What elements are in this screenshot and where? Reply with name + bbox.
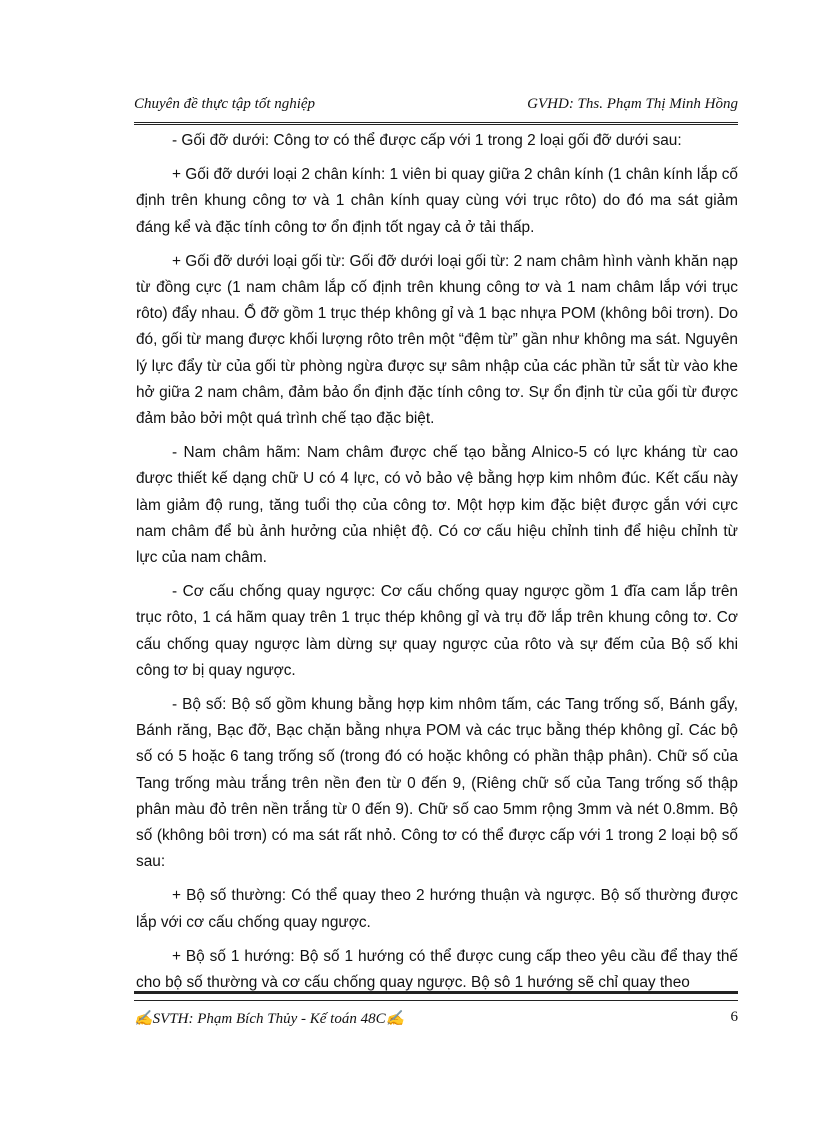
page-number: 6	[730, 1009, 738, 1025]
paragraph: - Gối đỡ dưới: Công tơ có thể được cấp với 1 trong 2 loại gối đỡ dưới sau:	[172, 132, 682, 149]
page-footer	[134, 1009, 738, 1031]
body-text	[136, 128, 738, 1004]
footer-rule	[134, 991, 738, 1001]
page-header	[134, 96, 738, 118]
paragraph: + Gối đỡ dưới loại 2 chân kính: 1 viên bi quay giữa 2 chân kính (1 chân kính lắp cố định trên khung công tơ và 1 chân kính quay cùng với trục rôto) do đó ma sát giảm đáng kể và đặc tính công tơ ổn định tốt ngay cả ở tải thấp.	[136, 166, 738, 236]
footer-student: ✍SVTH: Phạm Bích Thủy - Kế toán 48C✍	[134, 1011, 405, 1027]
header-rule	[134, 122, 738, 125]
paragraph: - Bộ số: Bộ số gồm khung bằng hợp kim nhôm tấm, các Tang trống số, Bánh gẩy, Bánh răng, Bạc đỡ, Bạc chặn bằng nhựa POM và các trục bằng thép không gỉ. Các bộ số có 5 hoặc 6 tang trống số (trong đó có hoặc không có phần thập phân). Chữ số của Tang trống màu trắng trên nền đen từ 0 đến 9, (Riêng chữ số của Tang trống số thập phân màu đỏ trên nền trắng từ 0 đến 9). Chữ số cao 5mm rộng 3mm và nét 0.8mm. Bộ số (không bôi trơn) có ma sát rất nhỏ. Công tơ có thể được cấp với 1 trong 2 loại bộ số sau:	[136, 696, 738, 871]
paragraph: + Bộ số thường: Có thể quay theo 2 hướng thuận và ngược. Bộ số thường được lắp với cơ cấu chống quay ngược.	[136, 887, 738, 931]
paragraph: - Cơ cấu chống quay ngược: Cơ cấu chống quay ngược gồm 1 đĩa cam lắp trên trục rôto, 1 cá hãm quay trên 1 trục thép không gỉ và trụ đỡ lắp trên khung công tơ. Cơ cấu chống quay ngược làm dừng sự quay ngược của rôto và sự đếm của Bộ số khi công tơ bị quay ngược.	[136, 583, 738, 679]
paragraph: + Bộ số 1 hướng: Bộ số 1 hướng có thể được cung cấp theo yêu cầu để thay thế cho bộ số thường và cơ cấu chống quay ngược. Bộ sô 1 hướng sẽ chỉ quay theo	[136, 947, 738, 992]
paragraph: + Gối đỡ dưới loại gối từ: Gối đỡ dưới loại gối từ: 2 nam châm hình vành khăn nạp từ đồng cực (1 nam châm lắp cố định trên khung công tơ và 1 nam châm lắp với trục rôto) đẩy nhau. Ổ đỡ gồm 1 trục thép không gỉ và 1 bạc nhựa POM (không bôi trơn). Do đó, gối từ mang được khối lượng rôto trên một “đệm từ” gần như không ma sát. Nguyên lý lực đẩy từ của gối từ phòng ngừa được sự sâm nhập của các phần tử sắt từ vào khe hở giữa 2 nam châm, đảm bảo ổn định đặc tính công tơ. Sự ổn định từ của gối từ được đảm bảo bởi một quá trình chế tạo đặc biệt.	[136, 252, 738, 428]
header-supervisor: GVHD: Ths. Phạm Thị Minh Hồng	[527, 96, 738, 112]
header-course-title: Chuyên đề thực tập tốt nghiệp	[134, 96, 316, 112]
paragraph: - Nam châm hãm: Nam châm được chế tạo bằng Alnico-5 có lực kháng từ cao được thiết kế dạng chữ U có 4 lực, có vỏ bảo vệ bằng hợp kim nhôm đúc. Kết cấu này làm giảm độ rung, tăng tuổi thọ của công tơ. Một hợp kim đặc biệt được gắn với cực nam châm để bù ảnh hưởng của nhiệt độ. Có cơ cấu hiệu chỉnh tinh để hiệu chỉnh từ lực của nam châm.	[136, 444, 738, 567]
